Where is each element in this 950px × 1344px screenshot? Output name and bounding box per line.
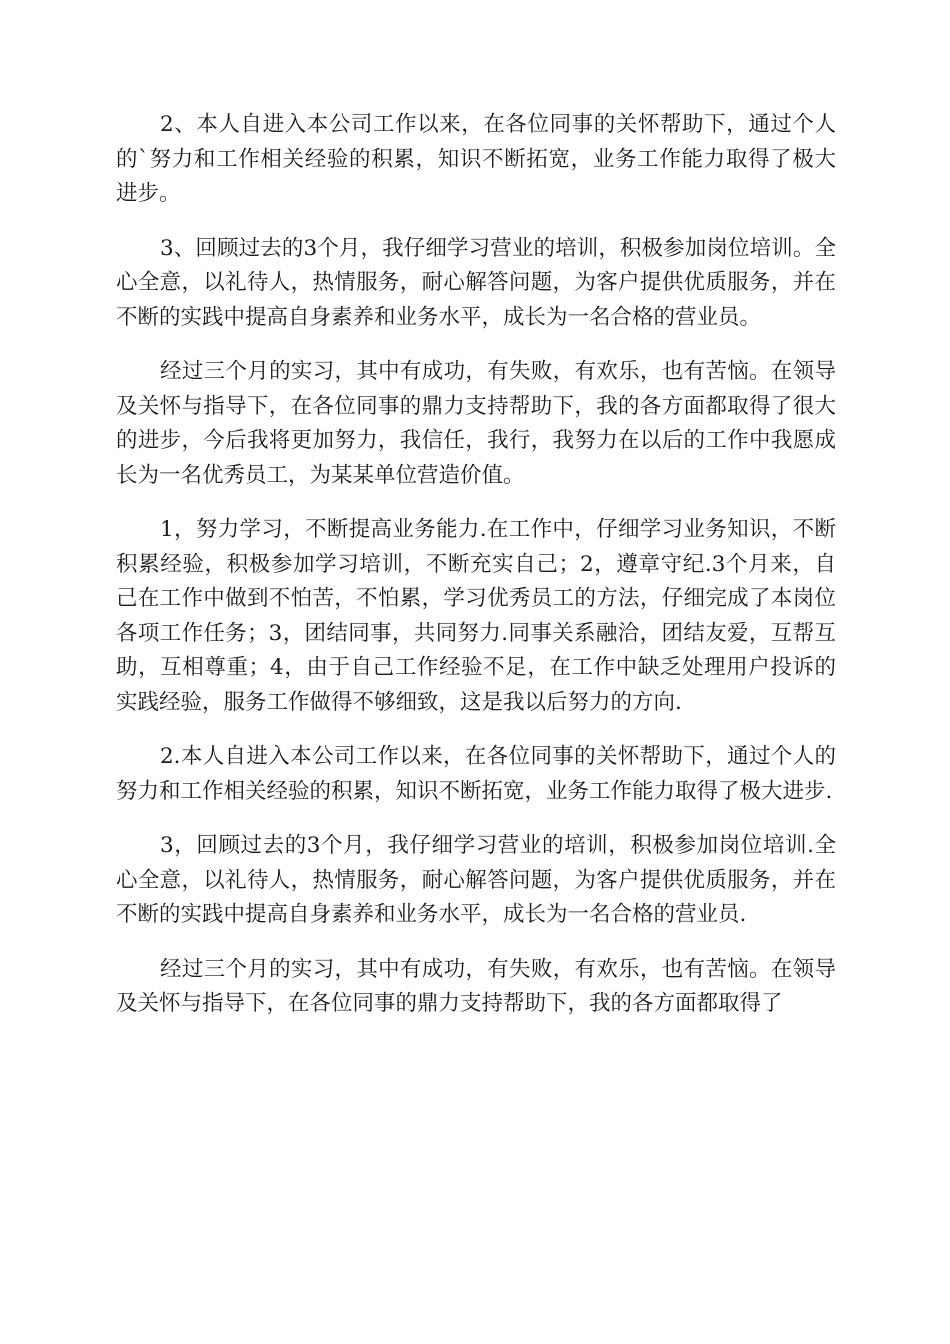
document-body (116, 108, 836, 1042)
paragraph-2: 3、回顾过去的3个月，我仔细学习营业的培训，积极参加岗位培训。全心全意，以礼待人，热情服务，耐心解答问题，为客户提供优质服务，并在不断的实践中提高自身素养和业务水平，成长为一名合格的营业员。 (116, 235, 836, 330)
paragraph-5: 2.本人自进入本公司工作以来，在各位同事的关怀帮助下，通过个人的努力和工作相关经验的积累，知识不断拓宽，业务工作能力取得了极大进步. (116, 744, 836, 804)
paragraph-1: 2、本人自进入本公司工作以来，在各位同事的关怀帮助下，通过个人的`努力和工作相关经验的积累，知识不断拓宽，业务工作能力取得了极大进步。 (116, 112, 836, 206)
paragraph-3: 经过三个月的实习，其中有成功，有失败，有欢乐，也有苦恼。在领导及关怀与指导下，在各位同事的鼎力支持帮助下，我的各方面都取得了很大的进步，今后我将更加努力，我信任，我行，我努力在以后的工作中我愿成长为一名优秀员工，为某某单位营造价值。 (116, 359, 836, 488)
paragraph-7: 经过三个月的实习，其中有成功，有失败，有欢乐，也有苦恼。在领导及关怀与指导下，在各位同事的鼎力支持帮助下，我的各方面都取得了 (116, 956, 836, 1016)
paragraph-4: 1，努力学习，不断提高业务能力.在工作中，仔细学习业务知识，不断积累经验，积极参加学习培训，不断充实自己；2，遵章守纪.3个月来，自己在工作中做到不怕苦，不怕累，学习优秀员工的方法，仔细完成了本岗位各项工作任务；3，团结同事，共同努力.同事关系融洽，团结友爱，互帮互助，互相尊重；4，由于自己工作经验不足，在工作中缺乏处理用户投诉的实践经验，服务工作做得不够细致，这是我以后努力的方向. (116, 517, 836, 715)
paragraph-6: 3，回顾过去的3个月，我仔细学习营业的培训，积极参加岗位培训.全心全意，以礼待人，热情服务，耐心解答问题，为客户提供优质服务，并在不断的实践中提高自身素养和业务水平，成长为一名合格的营业员. (116, 833, 836, 927)
